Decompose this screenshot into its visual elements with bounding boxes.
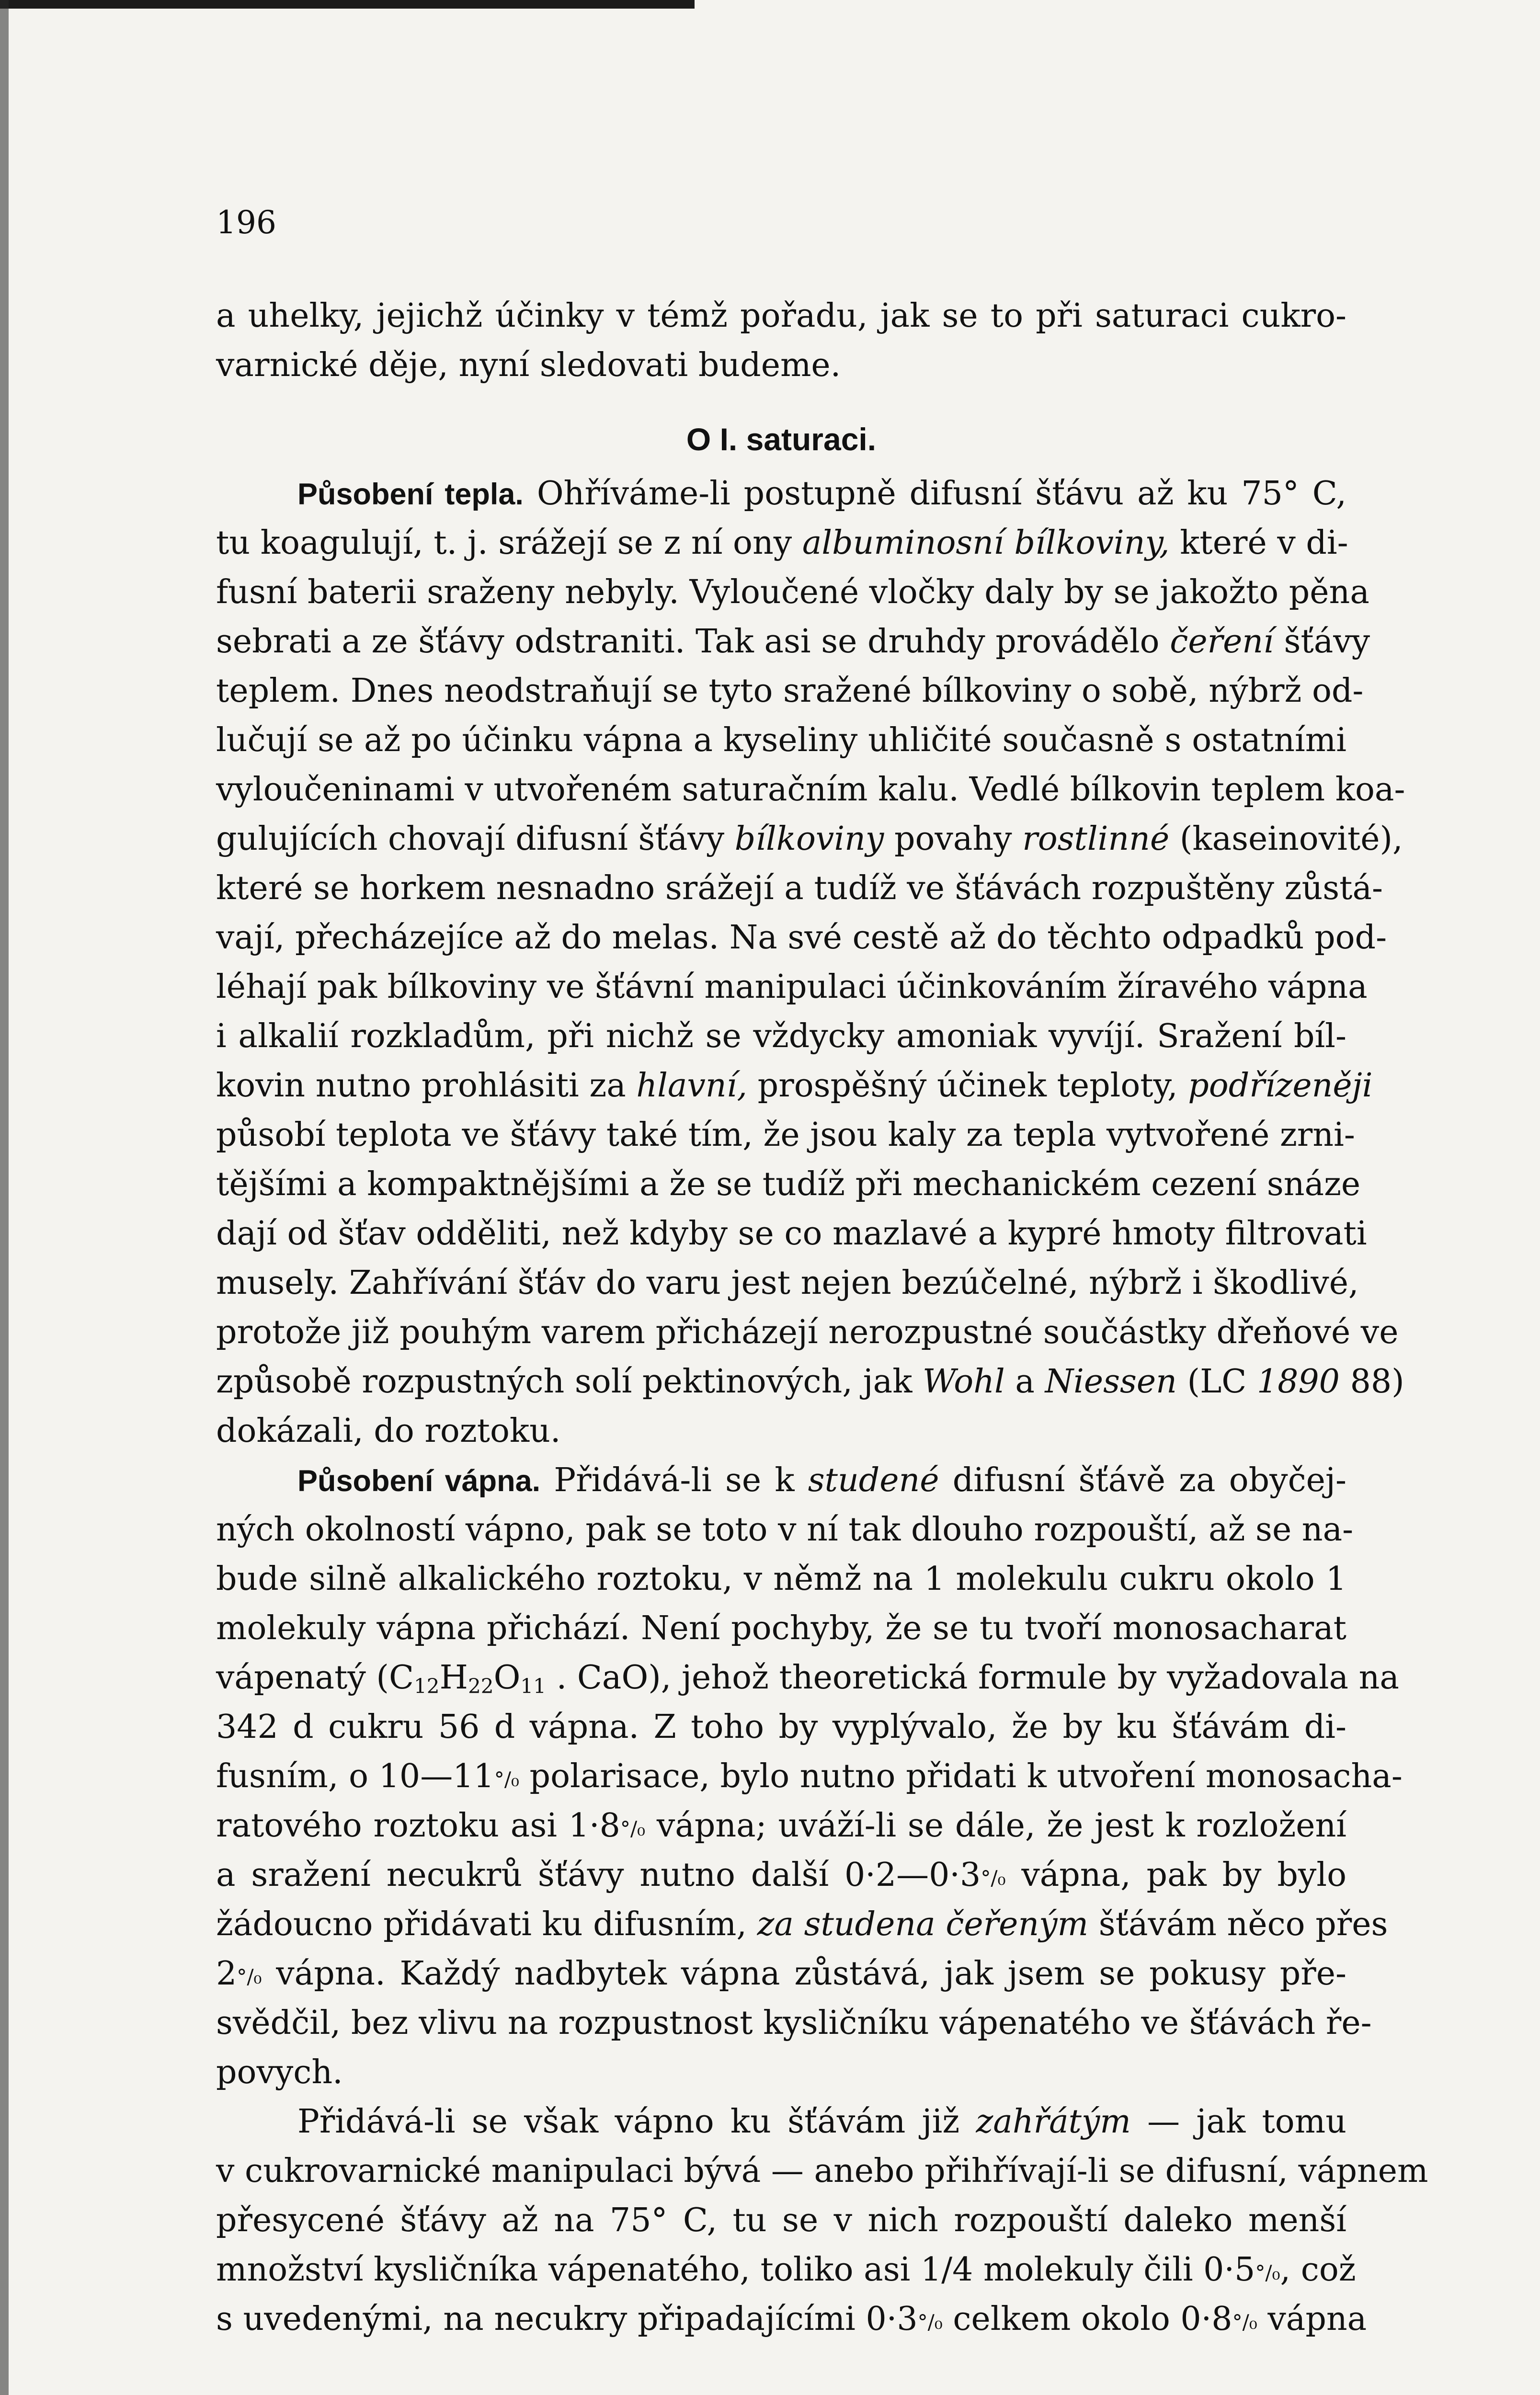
text-line: Přidává-li se však vápno ku šťávám již zahřátým — jak tomu (297, 2103, 1347, 2141)
text-line: fusní baterii sraženy nebyly. Vyloučené vločky daly by se jakožto pěna (216, 573, 1369, 611)
text-line: ratového roztoku asi 1·8°/₀ vápna; uváží-li se dále, že jest k rozložení (216, 1807, 1346, 1845)
text-line: teplem. Dnes neodstraňují se tyto sražené bílkoviny o sobě, nýbrž od- (216, 672, 1364, 710)
text-line: množství kysličníka vápenatého, toliko asi 1/4 molekuly čili 0·5°/₀, což (216, 2251, 1356, 2289)
text-line: gulujících chovají difusní šťávy bílkoviny povahy rostlinné (kaseinovité), (216, 820, 1403, 858)
text-line: 342 d cukru 56 d vápna. Z toho by vyplývalo, že by ku šťávám di- (216, 1708, 1346, 1746)
text-line: vají, přecházejíce až do melas. Na své cestě až do těchto odpadků pod- (216, 919, 1387, 957)
percent-sign: °/₀ (1255, 2260, 1280, 2284)
text-line: způsobě rozpustných solí pektinových, jak Wohl a Niessen (LC 1890 88) (216, 1363, 1404, 1401)
italic-term: rostlinné (1022, 820, 1170, 858)
section-heading: O I. saturaci. (686, 422, 877, 457)
text-line: fusním, o 10—11°/₀ polarisace, bylo nutno přidati k utvoření monosacha- (216, 1757, 1403, 1795)
italic-term: čeření (1170, 623, 1274, 661)
italic-term: 1890 (1256, 1363, 1340, 1401)
paragraph-heading: Působení tepla. (297, 478, 524, 511)
text-line: které se horkem nesnadno srážejí a tudíž ve šťávách rozpuštěny zůstá- (216, 869, 1383, 907)
text-line: přesycené šťávy až na 75° C, tu se v nich rozpouští daleko menší (216, 2201, 1346, 2239)
italic-term: albuminosní bílkoviny, (802, 524, 1170, 562)
text-line: molekuly vápna přichází. Není pochyby, že se tu tvoří monosacharat (216, 1609, 1346, 1647)
italic-term: hlavní, (636, 1067, 748, 1105)
text-line: varnické děje, nyní sledovati budeme. (216, 346, 841, 384)
text-line: tu koagulují, t. j. srážejí se z ní ony albuminosní bílkoviny, které v di- (216, 524, 1348, 562)
text-line: vápenatý ($C_{12}H_{22}O_{11}$ . CaO), jehož theoretická formule by vyžadovala na (216, 1659, 1399, 1698)
text-line: lučují se až po účinku vápna a kyseliny uhličité současně s ostatními (216, 721, 1346, 759)
italic-term: Niessen (1045, 1363, 1177, 1401)
text-line: musely. Zahřívání šťáv do varu jest nejen bezúčelné, nýbrž i škodlivé, (216, 1264, 1359, 1302)
text-block (216, 291, 1428, 2344)
italic-term: bílkoviny (734, 820, 884, 858)
text-line: ných okolností vápno, pak se toto v ní tak dlouho rozpouští, až se na- (216, 1511, 1354, 1549)
italic-term: studené (808, 1461, 939, 1499)
italic-term: Wohl (923, 1363, 1005, 1401)
percent-sign: °/₀ (917, 2310, 943, 2334)
percent-sign: °/₀ (494, 1767, 519, 1791)
text-line: léhají pak bílkoviny ve šťávní manipulaci účinkováním žíravého vápna (216, 968, 1368, 1006)
text-line: vyloučeninami v utvořeném saturačním kalu. Vedlé bílkovin teplem koa- (216, 771, 1405, 809)
text-line: i alkalií rozkladům, při nichž se vždycky amoniak vyvíjí. Sražení bíl- (216, 1017, 1346, 1055)
text-line: v cukrovarnické manipulaci bývá — anebo přihřívají-li se difusní, vápnem (216, 2152, 1428, 2190)
text-line: a sražení necukrů šťávy nutno další 0·2—0·3°/₀ vápna, pak by bylo (216, 1856, 1347, 1894)
text-line: svědčil, bez vlivu na rozpustnost kysličníku vápenatého ve šťávách ře- (216, 2004, 1372, 2042)
percent-sign: °/₀ (620, 1816, 646, 1840)
text-line: kovin nutno prohlásiti za hlavní, prospěšný účinek teploty, podřízeněji (216, 1067, 1373, 1105)
book-page (216, 182, 1428, 2395)
percent-sign: °/₀ (1232, 2310, 1257, 2334)
text-line: s uvedenými, na necukry připadajícími 0·3°/₀ celkem okolo 0·8°/₀ vápna (216, 2300, 1367, 2338)
page-number: 196 (216, 204, 276, 241)
percent-sign: °/₀ (981, 1866, 1006, 1890)
italic-term: za studena čeřeným (757, 1905, 1089, 1943)
text-line: působí teplota ve šťávy také tím, že jsou kaly za tepla vytvořené zrni- (216, 1116, 1355, 1154)
paragraph-heading: Působení vápna. (297, 1464, 541, 1498)
fraction: 1/4 (920, 2251, 973, 2289)
text-line: a uhelky, jejichž účinky v témž pořadu, jak se to při saturaci cukro- (216, 297, 1346, 335)
text-line: dají od šťav odděliti, než kdyby se co mazlavé a kypré hmoty filtrovati (216, 1215, 1367, 1253)
text-line: povych. (216, 2053, 343, 2091)
text-line: bude silně alkalického roztoku, v němž na 1 molekulu cukru okolo 1 (216, 1560, 1346, 1598)
text-line: Působení tepla. Ohříváme-li postupně difusní šťávu až ku 75° C, (297, 475, 1346, 513)
text-line: Působení vápna. Přidává-li se k studené difusní šťávě za obyčej- (297, 1461, 1346, 1499)
text-line: tějšími a kompaktnějšími a že se tudíž při mechanickém cezení snáze (216, 1165, 1361, 1203)
text-line: dokázali, do roztoku. (216, 1412, 561, 1450)
text-line: sebrati a ze šťávy odstraniti. Tak asi se druhdy provádělo čeření šťávy (216, 623, 1370, 661)
scan-border-left (0, 0, 9, 2395)
scan-border-top (0, 0, 695, 9)
text-line: 2°/₀ vápna. Každý nadbytek vápna zůstává, jak jsem se pokusy pře- (216, 1955, 1346, 1993)
text-line: žádoucno přidávati ku difusním, za studena čeřeným šťávám něco přes (216, 1905, 1388, 1943)
italic-term: zahřátým (976, 2103, 1131, 2141)
percent-sign: °/₀ (237, 1964, 262, 1988)
text-line: protože již pouhým varem přicházejí nerozpustné součástky dřeňové ve (216, 1313, 1399, 1351)
italic-term: podřízeněji (1188, 1067, 1373, 1105)
